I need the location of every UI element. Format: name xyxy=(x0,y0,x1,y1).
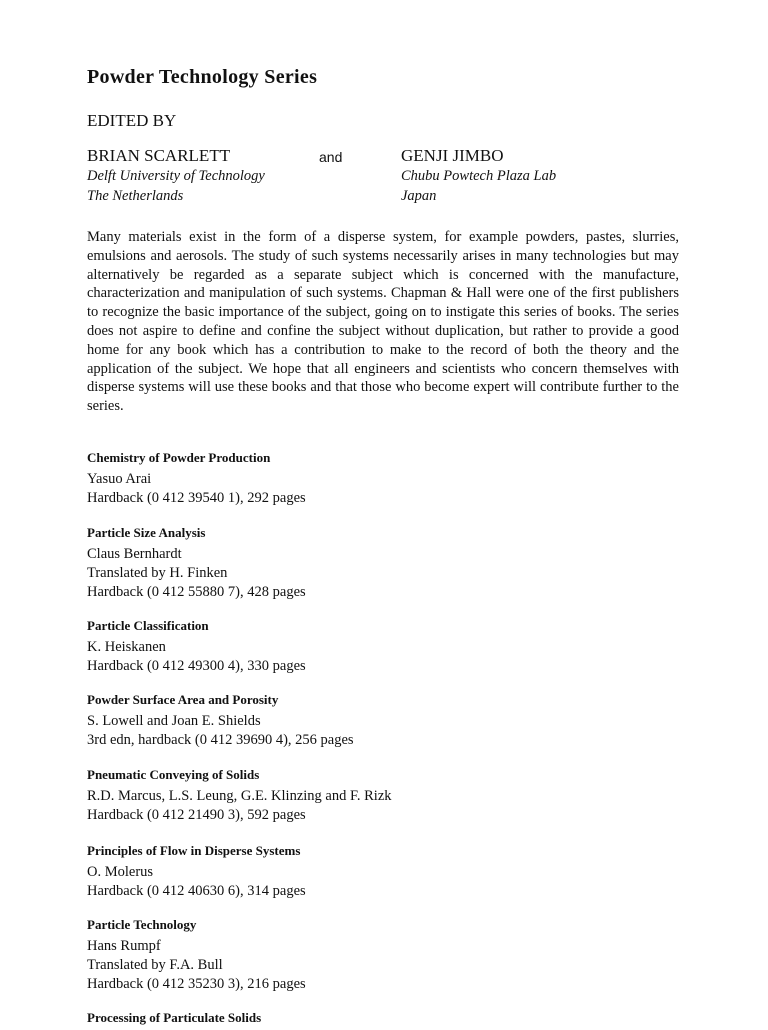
book-entry xyxy=(87,916,707,994)
book-title: Powder Surface Area and Porosity xyxy=(87,692,279,707)
editor-right-affiliation: Chubu Powtech Plaza Lab xyxy=(401,168,557,184)
book-author: R.D. Marcus, L.S. Leung, G.E. Klinzing and F. Rizk xyxy=(87,788,392,804)
book-title: Chemistry of Powder Production xyxy=(87,450,271,465)
book-entry xyxy=(87,1009,707,1030)
book-entry xyxy=(87,766,707,825)
book-edition: Hardback (0 412 21490 3), 592 pages xyxy=(87,807,306,823)
book-edition: 3rd edn, hardback (0 412 39690 4), 256 pages xyxy=(87,732,354,748)
editor-left-affiliation: Delft University of Technology xyxy=(87,168,265,184)
editor-right-name: GENJI JIMBO xyxy=(401,146,504,165)
book-title: Principles of Flow in Disperse Systems xyxy=(87,843,301,858)
edited-by-label: EDITED BY xyxy=(87,111,177,130)
editors-block xyxy=(87,146,687,210)
book-translator: Translated by F.A. Bull xyxy=(87,957,223,973)
book-title: Particle Size Analysis xyxy=(87,525,206,540)
book-author: Claus Bernhardt xyxy=(87,546,182,562)
book-title: Particle Classification xyxy=(87,618,209,633)
book-author: O. Molerus xyxy=(87,864,154,880)
book-entry xyxy=(87,524,707,602)
book-translator: Translated by H. Finken xyxy=(87,565,228,581)
book-entry xyxy=(87,842,707,901)
series-title: Powder Technology Series xyxy=(87,66,318,88)
book-title: Processing of Particulate Solids xyxy=(87,1010,262,1025)
book-entry xyxy=(87,617,707,676)
book-title: Particle Technology xyxy=(87,917,197,932)
editor-left-name: BRIAN SCARLETT xyxy=(87,146,231,165)
editor-right-country: Japan xyxy=(401,188,437,204)
book-author: Yasuo Arai xyxy=(87,471,152,487)
book-author: S. Lowell and Joan E. Shields xyxy=(87,713,261,729)
book-edition: Hardback (0 412 39540 1), 292 pages xyxy=(87,490,306,506)
series-introduction: Many materials exist in the form of a disperse system, for example powders, pastes, slurries, emulsions and aerosols. The study of such systems necessarily arises in many technologies but may alternatively be regarded as a separate subject which is concerned with the manufacture, characterization and manipulation of such systems. Chapman & Hall were one of the first publishers to recognize the basic importance of the subject, going on to instigate this series of books. The series does not aspire to define and confine the subject without duplication, but rather to provide a good home for any book which has a contribution to make to the record of both the theory and the application of the subject. We hope that all engineers and scientists who concern themselves with disperse systems will use these books and that those who become expert will contribute further to the series. xyxy=(87,229,679,415)
book-entry xyxy=(87,449,707,508)
editors-and: and xyxy=(319,149,343,165)
book-entry xyxy=(87,691,707,750)
book-title: Pneumatic Conveying of Solids xyxy=(87,767,260,782)
book-edition: Hardback (0 412 40630 6), 314 pages xyxy=(87,883,306,899)
book-edition: Hardback (0 412 49300 4), 330 pages xyxy=(87,658,306,674)
book-edition: Hardback (0 412 35230 3), 216 pages xyxy=(87,976,306,992)
book-author: K. Heiskanen xyxy=(87,639,166,655)
editor-left-country: The Netherlands xyxy=(87,188,184,204)
book-author: Hans Rumpf xyxy=(87,938,161,954)
book-edition: Hardback (0 412 55880 7), 428 pages xyxy=(87,584,306,600)
